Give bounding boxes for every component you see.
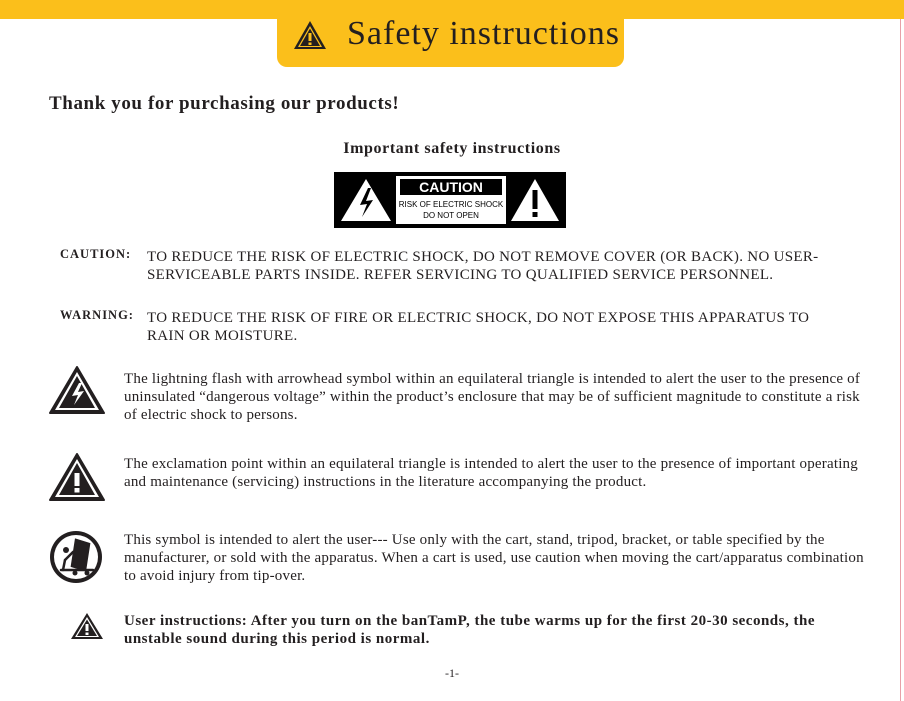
page-number: -1- bbox=[445, 666, 459, 680]
exclamation-triangle-icon bbox=[508, 176, 562, 224]
caution-label-heading: CAUTION bbox=[400, 179, 502, 195]
exclamation-symbol-text: The exclamation point within an equilateral triangle is intended to alert the user to the presence of important operating and maintenance (servicing) instructions in the literature accompanying the product. bbox=[124, 456, 858, 490]
warning-notice-text: TO REDUCE THE RISK OF FIRE OR ELECTRIC SHOCK, DO NOT EXPOSE THIS APPARATUS TO RAIN OR MOISTURE. bbox=[147, 310, 810, 344]
exclamation-triangle-icon bbox=[48, 452, 106, 502]
page-title: Safety instructions bbox=[347, 15, 621, 52]
lightning-symbol-text: The lightning flash with arrowhead symbol within an equilateral triangle is intended to alert the user to the presence of uninsulated “dangerous voltage” within the product’s enclosure that may be of sufficient magnitude to constitute a risk of electric shock to persons. bbox=[124, 371, 861, 423]
lightning-triangle-icon bbox=[48, 365, 106, 415]
page-edge-rule bbox=[900, 19, 901, 701]
cart-tipover-icon bbox=[49, 530, 103, 584]
thank-you-heading: Thank you for purchasing our products! bbox=[49, 93, 400, 114]
caution-label-line1: RISK OF ELECTRIC SHOCK bbox=[398, 200, 504, 209]
cart-symbol-text: This symbol is intended to alert the user--- Use only with the cart, stand, tripod, bracket, or table specified by the manufacturer, or sold with the apparatus. When a cart is used, use caution when moving the cart/apparatus combination to avoid injury from tip-over. bbox=[124, 532, 864, 584]
warning-triangle-icon bbox=[70, 612, 104, 640]
title-tab bbox=[277, 0, 624, 67]
caution-notice-label: CAUTION: bbox=[60, 247, 132, 261]
warning-notice-label: WARNING: bbox=[60, 308, 134, 322]
caution-label bbox=[334, 172, 566, 228]
caution-label-line2: DO NOT OPEN bbox=[423, 211, 479, 220]
section-heading: Important safety instructions bbox=[343, 140, 561, 157]
user-instructions-text: User instructions: After you turn on the banTamP, the tube warms up for the first 20-30 seconds, the unstable sound during this period is normal. bbox=[124, 613, 815, 647]
caution-label-text-panel bbox=[396, 176, 506, 224]
warning-triangle-icon bbox=[293, 20, 327, 50]
caution-notice-text: TO REDUCE THE RISK OF ELECTRIC SHOCK, DO NOT REMOVE COVER (OR BACK). NO USER-SERVICEABLE PARTS INSIDE. REFER SERVICING TO QUALIFIED SERVICE PERSONNEL. bbox=[147, 249, 819, 283]
lightning-triangle-icon bbox=[338, 176, 394, 224]
